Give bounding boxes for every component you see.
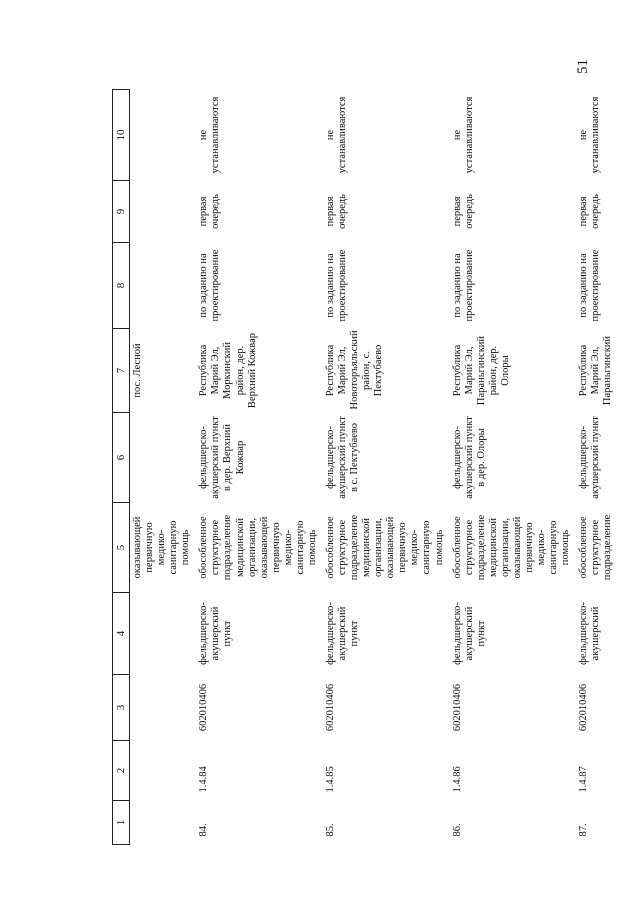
okved-cell: 602010406 [578,683,590,732]
type-cell: фельдшерско-акушерский пункт [198,602,234,665]
code-cell: 1.4.84 [198,766,210,793]
type-cell: фельдшерско-акушерский пункт [451,602,487,665]
header-cell: 10 [113,90,130,181]
location-cell: Республика Марий Эл, Параньгинский район, дер. Олоры [451,335,511,406]
purpose-cell: обособленное структурное подразделение медицинской организации, оказывающей первичную медико-санитарную помощь [324,514,445,581]
table-row [576,90,639,845]
name-cell: фельдшерско-акушерский пункт в дер. Верхний Кожвар [198,416,246,499]
header-cell: 5 [113,503,130,593]
stage-cell: первая очередь [451,194,475,229]
page-number: 51 [575,59,591,74]
table-header-row [113,90,130,845]
header-cell: 6 [113,413,130,503]
type-cell: фельдшерско-акушерский [578,602,602,665]
zones-cell: не устанавливаются [578,96,602,174]
status-cell: по заданию на проектирование [198,249,222,322]
location-cell: пос. Лесной [132,343,143,398]
zones-cell: не устанавливаются [198,96,222,174]
purpose-cell: оказывающей первичную медико-санитарную помощь [132,516,192,579]
header-cell: 2 [113,741,130,801]
row-number-cell: 87. [578,823,590,837]
name-cell: фельдшерско-акушерский пункт в с. Пектубаево [324,416,361,499]
status-cell: по заданию на проектирование [578,249,602,322]
name-cell: фельдшерско-акушерский пункт в дер. Олоры [451,416,487,499]
stage-cell: первая очередь [578,194,602,229]
code-cell: 1.4.86 [451,766,463,793]
purpose-cell: обособленное структурное подразделение медицинской организации, оказывающей первичную медико-санитарную помощь [198,514,318,581]
status-cell: по заданию на проектирование [324,249,348,322]
stage-cell: первая очередь [324,194,348,229]
table-row [450,90,577,845]
zones-cell: не устанавливаются [324,96,348,174]
code-cell: 1.4.85 [324,766,336,793]
table-row [196,90,323,845]
location-cell: Республика Марий Эл, Моркинский район, дер. Верхний Кожвар [198,332,258,409]
zones-cell: не устанавливаются [451,96,475,174]
row-number-cell: 85. [324,823,336,837]
row-number-cell: 86. [451,823,463,837]
header-cell: 8 [113,243,130,329]
document-table-sheet [112,90,632,845]
okved-cell: 602010406 [324,683,336,732]
status-cell: по заданию на проектирование [451,249,475,322]
code-cell: 1.4.87 [578,766,590,793]
location-cell: Республика Марий Эл, Новоторъяльский район, с. Пектубаево [324,330,385,410]
header-cell: 9 [113,181,130,243]
header-cell: 1 [113,801,130,845]
okved-cell: 602010406 [198,683,210,732]
header-cell: 7 [113,329,130,413]
table-row [323,90,450,845]
row-number-cell: 84. [198,823,210,837]
location-cell: Республика Марий Эл, Параньгинский [578,335,614,406]
okved-cell: 602010406 [451,683,463,732]
header-cell: 4 [113,593,130,675]
type-cell: фельдшерско-акушерский пункт [324,602,361,665]
table-row-continuation [130,90,197,845]
purpose-cell: обособленное структурное подразделение [578,514,614,581]
header-cell: 3 [113,675,130,741]
objects-table [112,89,639,845]
purpose-cell: обособленное структурное подразделение медицинской организации, оказывающей первичную медико-санитарную помощь [451,514,572,581]
name-cell: фельдшерско-акушерский пункт [578,416,602,499]
stage-cell: первая очередь [198,194,222,229]
